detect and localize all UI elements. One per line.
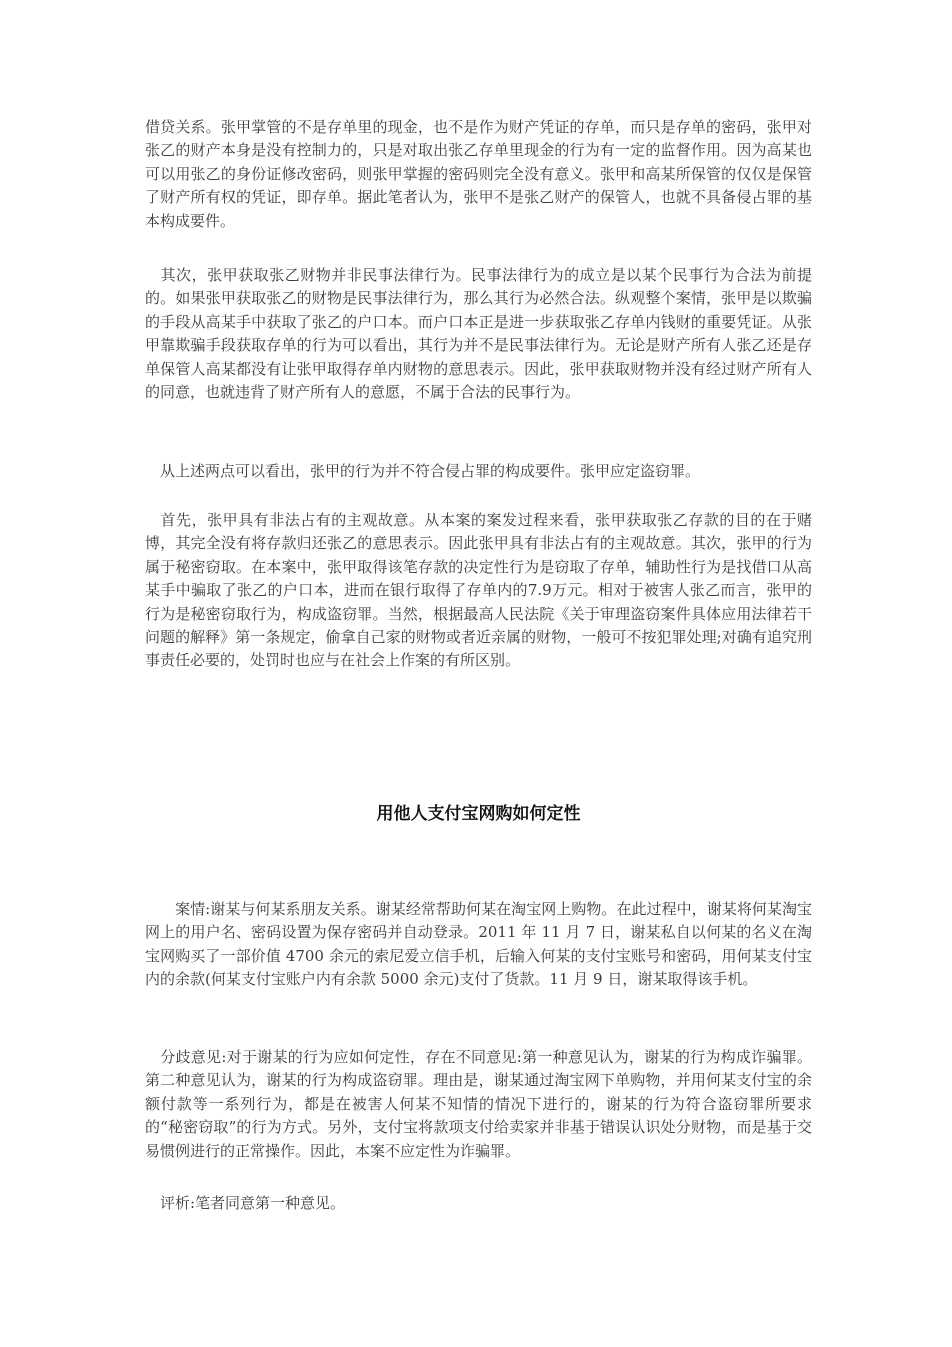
paragraph-differing-opinions: 分歧意见:对于谢某的行为应如何定性，存在不同意见:第一种意见认为，谢某的行为构成诈骗罪。第二种意见认为，谢某的行为构成盗窃罪。理由是，谢某通过淘宝网下单购物，并用何某支付宝的余额付款等一系列行为，都是在被害人何某不知情的情况下进行的，谢某的行为符合盗窃罪所要求的“秘密窃取”的行为方式。另外，支付宝将款项支付给卖家并非基于错误认识处分财物，而是基于交易惯例进行的正常操作。因此，本案不应定性为诈骗罪。 [145, 1048, 812, 1160]
paragraph-not-civil-act: 其次，张甲获取张乙财物并非民事法律行为。民事法律行为的成立是以某个民事行为合法为前提的。如果张甲获取张乙的财物是民事法律行为，那么其行为必然合法。纵观整个案情，张甲是以欺骗的手段从高某手中获取了张乙的户口本。而户口本正是进一步获取张乙存单内钱财的重要凭证。从张甲靠欺骗手段获取存单的行为可以看出，其行为并不是民事法律行为。无论是财产所有人张乙还是存单保管人高某都没有让张甲取得存单内财物的意思表示。因此，张甲获取财物并没有经过财产所有人的同意，也就违背了财产所有人的意愿，不属于合法的民事行为。 [145, 266, 812, 402]
section-heading: 用他人支付宝网购如何定性 [376, 804, 581, 824]
paragraph-conclusion-theft: 从上述两点可以看出，张甲的行为并不符合侵占罪的构成要件。张甲应定盗窃罪。 [145, 462, 701, 480]
paragraph-custodian-analysis: 借贷关系。张甲掌管的不是存单里的现金，也不是作为财产凭证的存单，而只是存单的密码，张甲对张乙的财产本身是没有控制力的，只是对取出张乙存单里现金的行为有一定的监督作用。因为高某也可以用张乙的身份证修改密码，则张甲掌握的密码则完全没有意义。张甲和高某所保管的仅仅是保管了财产所有权的凭证，即存单。据此笔者认为，张甲不是张乙财产的保管人，也就不具备侵占罪的基本构成要件。 [145, 118, 812, 230]
paragraph-theft-reasoning: 首先，张甲具有非法占有的主观故意。从本案的案发过程来看，张甲获取张乙存款的目的在于赌博，其完全没有将存款归还张乙的意思表示。因此张甲具有非法占有的主观故意。其次，张甲的行为属于秘密窃取。在本案中，张甲取得该笔存款的决定性行为是窃取了存单，辅助性行为是找借口从高某手中骗取了张乙的户口本，进而在银行取得了存单内的7.9万元。相对于被害人张乙而言，张甲的行为是秘密窃取行为，构成盗窃罪。当然，根据最高人民法院《关于审理盗窃案件具体应用法律若干问题的解释》第一条规定，偷拿自己家的财物或者近亲属的财物，一般可不按犯罪处理;对确有追究刑事责任必要的，处罚时也应与在社会上作案的有所区别。 [145, 511, 812, 670]
paragraph-comment: 评析:笔者同意第一种意见。 [145, 1194, 346, 1212]
paragraph-case-facts: 案情:谢某与何某系朋友关系。谢某经常帮助何某在淘宝网上购物。在此过程中，谢某将何某淘宝网上的用户名、密码设置为保存密码并自动登录。2011 年 11 月 7 日，谢某私自以何某的名义在淘宝网购买了一部价值 4700 余元的索尼爱立信手机，后输入何某的支付宝账号和密码，用何某支付宝内的余款(何某支付宝账户内有余款 5000 余元)支付了货款。11 月 9 日，谢某取得该手机。 [145, 900, 812, 989]
